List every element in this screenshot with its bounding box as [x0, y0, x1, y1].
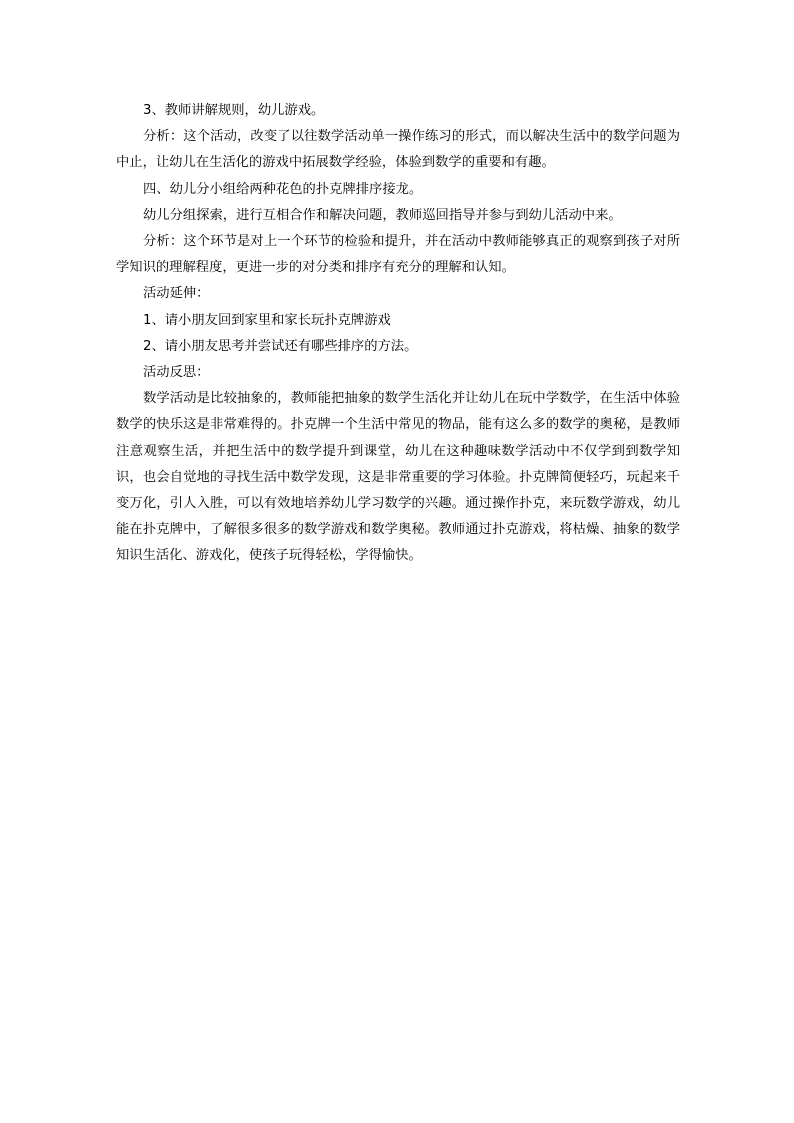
- heading-activity-reflection: 活动反思：: [143, 365, 210, 381]
- paragraph-analysis-2: 分析：这个环节是对上一个环节的检验和提升，并在活动中教师能够真正的观察到孩子对所学知识的理解程度，更进一步的对分类和排序有充分的理解和认知。: [116, 234, 680, 276]
- paragraph-extension-1: 1、请小朋友回到家里和家长玩扑克牌游戏: [143, 312, 391, 328]
- paragraph-extension-2: 2、请小朋友思考并尝试还有哪些排序的方法。: [143, 338, 418, 354]
- paragraph-analysis-1: 分析：这个活动，改变了以往数学活动单一操作练习的形式，而以解决生活中的数学问题为中止，让幼儿在生活化的游戏中拓展数学经验，体验到数学的重要和有趣。: [116, 129, 680, 171]
- paragraph-rule-explanation: 3、教师讲解规则，幼儿游戏。: [143, 103, 325, 118]
- document-body: [116, 98, 680, 570]
- heading-activity-extension: 活动延伸：: [143, 286, 210, 302]
- paragraph-group-exploration: 幼儿分组探索，进行互相合作和解决问题，教师巡回指导并参与到幼儿活动中来。: [143, 207, 622, 223]
- paragraph-step-four: 四、幼儿分小组给两种花色的扑克牌排序接龙。: [143, 181, 423, 197]
- paragraph-reflection: 数学活动是比较抽象的，教师能把抽象的数学生活化并让幼儿在玩中学数学，在生活中体验数学的快乐这是非常难得的。扑克牌一个生活中常见的物品，能有这么多的数学的奥秘，是教师注意观察生活，并把生活中的数学提升到课堂，幼儿在这种趣味数学活动中不仅学到到数学知识，也会自觉地的寻找生活中数学发现，这是非常重要的学习体验。扑克牌简便轻巧，玩起来千变万化，引人入胜，可以有效地培养幼儿学习数学的兴趣。通过操作扑克，来玩数学游戏，幼儿能在扑克牌中，了解很多很多的数学游戏和数学奥秘。教师通过扑克游戏，将枯燥、抽象的数学知识生活化、游戏化，使孩子玩得轻松，学得愉快。: [116, 391, 680, 564]
